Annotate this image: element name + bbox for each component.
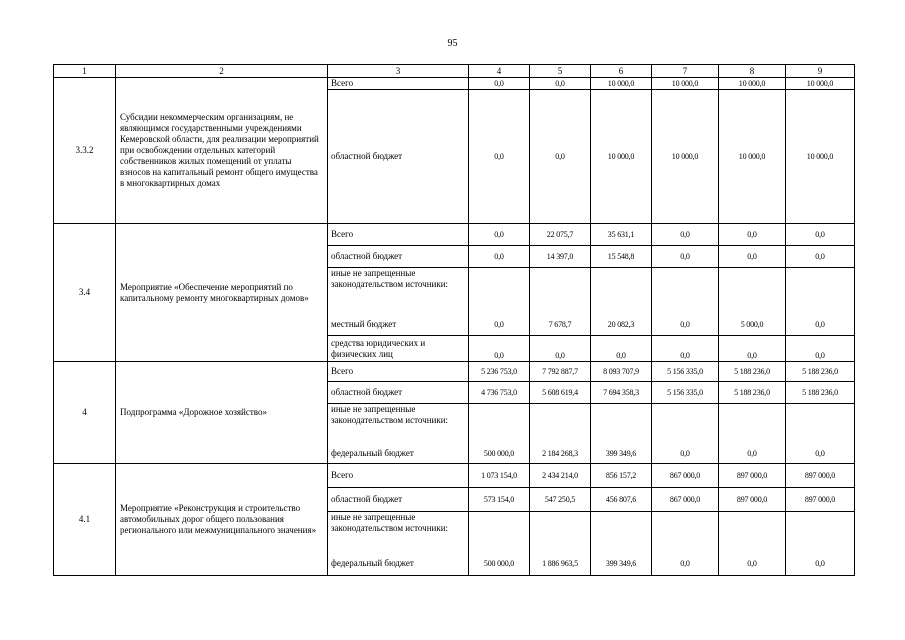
row-name: Подпрограмма «Дорожное хозяйство» xyxy=(116,362,328,464)
value-cell: 14 397,0 xyxy=(530,246,591,268)
value-cell: 0,0 xyxy=(719,336,786,362)
empty-cell xyxy=(786,512,855,552)
header-cell: 3 xyxy=(328,65,469,78)
empty-cell xyxy=(719,512,786,552)
value-cell: 5 236 753,0 xyxy=(469,362,530,382)
value-cell: 0,0 xyxy=(469,78,530,90)
source-label: федеральный бюджет xyxy=(328,552,469,576)
value-cell: 20 082,3 xyxy=(591,314,652,336)
header-cell: 8 xyxy=(719,65,786,78)
header-cell: 9 xyxy=(786,65,855,78)
value-cell: 7 694 358,3 xyxy=(591,382,652,404)
value-cell: 0,0 xyxy=(652,444,719,464)
value-cell: 5 156 335,0 xyxy=(652,382,719,404)
row-code: 3.3.2 xyxy=(54,78,116,224)
value-cell: 547 250,5 xyxy=(530,488,591,512)
table-row xyxy=(54,78,855,90)
value-cell: 897 000,0 xyxy=(786,488,855,512)
value-cell: 856 157,2 xyxy=(591,464,652,488)
value-cell: 7 678,7 xyxy=(530,314,591,336)
table-row xyxy=(54,464,855,488)
source-label: Всего xyxy=(328,224,469,246)
value-cell: 10 000,0 xyxy=(591,78,652,90)
value-cell: 0,0 xyxy=(469,314,530,336)
header-cell: 1 xyxy=(54,65,116,78)
value-cell: 0,0 xyxy=(469,246,530,268)
value-cell: 2 184 268,3 xyxy=(530,444,591,464)
value-cell: 22 075,7 xyxy=(530,224,591,246)
value-cell: 867 000,0 xyxy=(652,488,719,512)
value-cell: 0,0 xyxy=(719,444,786,464)
value-cell: 5 188 236,0 xyxy=(719,362,786,382)
value-cell: 0,0 xyxy=(469,224,530,246)
value-cell: 2 434 214,0 xyxy=(530,464,591,488)
value-cell: 500 000,0 xyxy=(469,552,530,576)
empty-cell xyxy=(469,404,530,444)
empty-cell xyxy=(591,404,652,444)
value-cell: 0,0 xyxy=(530,90,591,224)
value-cell: 5 188 236,0 xyxy=(719,382,786,404)
table-row xyxy=(54,362,855,382)
value-cell: 573 154,0 xyxy=(469,488,530,512)
value-cell: 0,0 xyxy=(719,552,786,576)
value-cell: 456 807,6 xyxy=(591,488,652,512)
value-cell: 5 000,0 xyxy=(719,314,786,336)
value-cell: 5 156 335,0 xyxy=(652,362,719,382)
empty-cell xyxy=(652,268,719,314)
empty-cell xyxy=(719,404,786,444)
source-label: федеральный бюджет xyxy=(328,444,469,464)
value-cell: 4 736 753,0 xyxy=(469,382,530,404)
empty-cell xyxy=(786,404,855,444)
header-cell: 2 xyxy=(116,65,328,78)
value-cell: 0,0 xyxy=(652,314,719,336)
value-cell: 35 631,1 xyxy=(591,224,652,246)
empty-cell xyxy=(591,268,652,314)
value-cell: 10 000,0 xyxy=(786,78,855,90)
budget-table xyxy=(53,64,855,576)
source-label: иные не запрещенные законодательством источники: xyxy=(328,512,469,552)
empty-cell xyxy=(530,268,591,314)
value-cell: 1 073 154,0 xyxy=(469,464,530,488)
source-label: областной бюджет xyxy=(328,488,469,512)
empty-cell xyxy=(530,512,591,552)
value-cell: 0,0 xyxy=(786,224,855,246)
value-cell: 897 000,0 xyxy=(786,464,855,488)
value-cell: 0,0 xyxy=(530,336,591,362)
row-code: 4 xyxy=(54,362,116,464)
value-cell: 0,0 xyxy=(786,444,855,464)
value-cell: 0,0 xyxy=(719,224,786,246)
value-cell: 0,0 xyxy=(652,224,719,246)
value-cell: 15 548,8 xyxy=(591,246,652,268)
value-cell: 5 608 619,4 xyxy=(530,382,591,404)
value-cell: 897 000,0 xyxy=(719,464,786,488)
value-cell: 10 000,0 xyxy=(719,78,786,90)
value-cell: 0,0 xyxy=(786,336,855,362)
value-cell: 0,0 xyxy=(786,552,855,576)
header-row xyxy=(54,65,855,78)
source-label: местный бюджет xyxy=(328,314,469,336)
header-cell: 4 xyxy=(469,65,530,78)
value-cell: 5 188 236,0 xyxy=(786,382,855,404)
row-name: Мероприятие «Реконструкция и строительство автомобильных дорог общего пользования регионального или межмуниципального значения» xyxy=(116,464,328,576)
page-number: 95 xyxy=(447,38,458,49)
header-cell: 5 xyxy=(530,65,591,78)
empty-cell xyxy=(719,268,786,314)
value-cell: 0,0 xyxy=(469,90,530,224)
value-cell: 897 000,0 xyxy=(719,488,786,512)
source-label: областной бюджет xyxy=(328,246,469,268)
value-cell: 10 000,0 xyxy=(652,78,719,90)
value-cell: 1 886 963,5 xyxy=(530,552,591,576)
value-cell: 0,0 xyxy=(719,246,786,268)
source-label: иные не запрещенные законодательством источники: xyxy=(328,268,469,314)
value-cell: 8 093 707,9 xyxy=(591,362,652,382)
empty-cell xyxy=(530,404,591,444)
row-code: 4.1 xyxy=(54,464,116,576)
source-label: областной бюджет xyxy=(328,90,469,224)
value-cell: 867 000,0 xyxy=(652,464,719,488)
value-cell: 0,0 xyxy=(786,246,855,268)
empty-cell xyxy=(469,268,530,314)
value-cell: 10 000,0 xyxy=(719,90,786,224)
empty-cell xyxy=(652,404,719,444)
value-cell: 0,0 xyxy=(469,336,530,362)
header-cell: 7 xyxy=(652,65,719,78)
row-code: 3.4 xyxy=(54,224,116,362)
header-cell: 6 xyxy=(591,65,652,78)
value-cell: 7 792 887,7 xyxy=(530,362,591,382)
empty-cell xyxy=(652,512,719,552)
source-label: Всего xyxy=(328,464,469,488)
value-cell: 500 000,0 xyxy=(469,444,530,464)
value-cell: 399 349,6 xyxy=(591,444,652,464)
source-label: областной бюджет xyxy=(328,382,469,404)
row-name: Мероприятие «Обеспечение мероприятий по капитальному ремонту многоквартирных домов» xyxy=(116,224,328,362)
empty-cell xyxy=(469,512,530,552)
value-cell: 0,0 xyxy=(652,246,719,268)
value-cell: 0,0 xyxy=(530,78,591,90)
value-cell: 10 000,0 xyxy=(591,90,652,224)
value-cell: 0,0 xyxy=(786,314,855,336)
row-name: Субсидии некоммерческим организациям, не являющимся государственными учреждениями Кемеровской области, для реализации мероприятий при освобождении отдельных категорий собственников жилых помещений от уплаты взносов на капитальный ремонт общего имущества в многоквартирных домах xyxy=(116,78,328,224)
source-label: Всего xyxy=(328,362,469,382)
value-cell: 0,0 xyxy=(591,336,652,362)
source-label: иные не запрещенные законодательством источники: xyxy=(328,404,469,444)
value-cell: 5 188 236,0 xyxy=(786,362,855,382)
value-cell: 10 000,0 xyxy=(652,90,719,224)
value-cell: 399 349,6 xyxy=(591,552,652,576)
value-cell: 0,0 xyxy=(652,552,719,576)
source-label: средства юридических и физических лиц xyxy=(328,336,469,362)
table-row xyxy=(54,224,855,246)
empty-cell xyxy=(591,512,652,552)
empty-cell xyxy=(786,268,855,314)
value-cell: 10 000,0 xyxy=(786,90,855,224)
source-label: Всего xyxy=(328,78,469,90)
value-cell: 0,0 xyxy=(652,336,719,362)
